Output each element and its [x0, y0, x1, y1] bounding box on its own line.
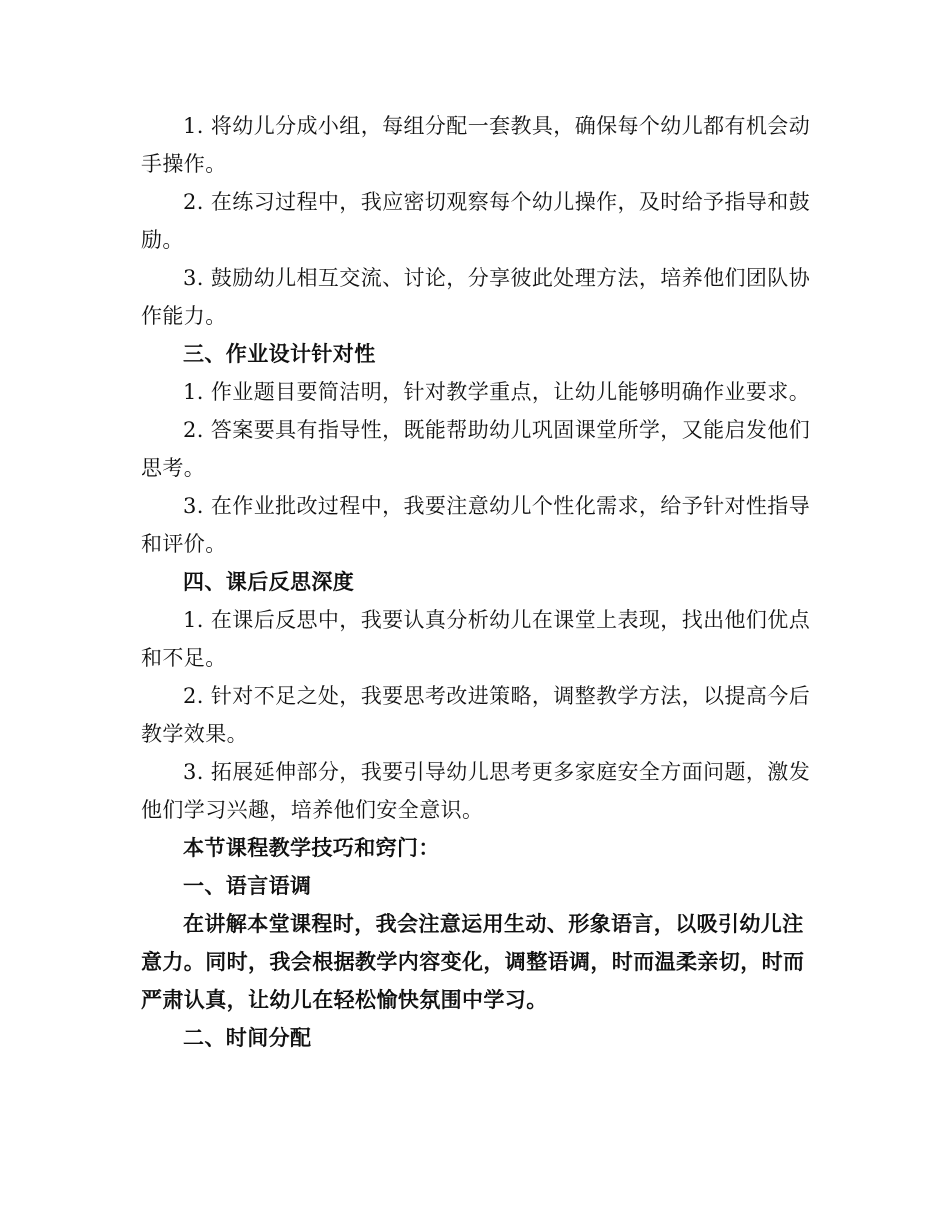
paragraph-grading: 3. 在作业批改过程中，我要注意幼儿个性化需求，给予针对性指导和评价。 [141, 494, 811, 556]
document-page [141, 107, 813, 1057]
heading-teaching-tips: 本节课程教学技巧和窍门： [183, 835, 440, 860]
paragraph-answer-guidance: 2. 答案要具有指导性，既能帮助幼儿巩固课堂所学，又能启发他们思考。 [141, 418, 811, 480]
paragraph-improvement: 2. 针对不足之处，我要思考改进策略，调整教学方法，以提高今后教学效果。 [141, 684, 811, 746]
paragraph-language-tone: 在讲解本堂课程时，我会注意运用生动、形象语言，以吸引幼儿注意力。同时，我会根据教学内容变化，调整语调，时而温柔亲切，时而严肃认真，让幼儿在轻松愉快氛围中学习。 [141, 911, 805, 1012]
heading-time-allocation: 二、时间分配 [183, 1025, 312, 1050]
paragraph-reflection-analysis: 1. 在课后反思中，我要认真分析幼儿在课堂上表现，找出他们优点和不足。 [141, 608, 811, 670]
heading-homework-design: 三、作业设计针对性 [183, 341, 376, 366]
paragraph-homework-clear: 1. 作业题目要简洁明，针对教学重点，让幼儿能够明确作业要求。 [183, 380, 811, 404]
paragraph-extension: 3. 拓展延伸部分，我要引导幼儿思考更多家庭安全方面问题，激发他们学习兴趣，培养他们安全意识。 [141, 760, 811, 822]
paragraph-teamwork: 3. 鼓励幼儿相互交流、讨论，分享彼此处理方法，培养他们团队协作能力。 [141, 266, 811, 328]
paragraph-group-tools: 1. 将幼儿分成小组，每组分配一套教具，确保每个幼儿都有机会动手操作。 [141, 114, 811, 176]
paragraph-observe-guide: 2. 在练习过程中，我应密切观察每个幼儿操作，及时给予指导和鼓励。 [141, 190, 811, 252]
heading-reflection: 四、课后反思深度 [183, 569, 355, 594]
heading-language-tone: 一、语言语调 [183, 873, 312, 898]
